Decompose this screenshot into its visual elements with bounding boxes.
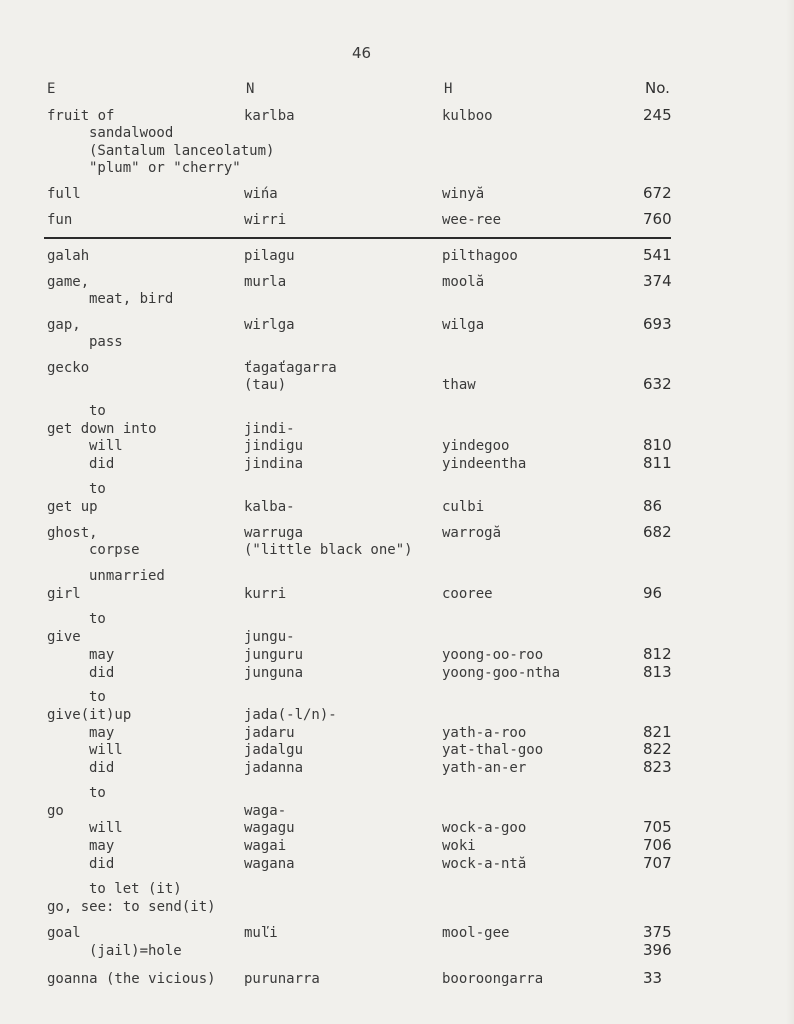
entry-n-form: waga- bbox=[244, 803, 287, 819]
entry-english: pass bbox=[89, 334, 123, 350]
entry-h-form: culbi bbox=[442, 499, 485, 515]
entry-english: may bbox=[89, 838, 115, 854]
entry-english: get down into bbox=[47, 421, 157, 437]
entry-number: 672 bbox=[643, 184, 672, 202]
entry-number: 822 bbox=[643, 740, 672, 758]
entry-n-form: wińa bbox=[244, 186, 278, 202]
entry-h-form: wock-a-ntă bbox=[442, 856, 527, 872]
entry-english: game, bbox=[47, 274, 90, 290]
entry-n-form: karlba bbox=[244, 108, 295, 124]
entry-english: go bbox=[47, 803, 64, 819]
entry-h-form: yoong-oo-roo bbox=[442, 647, 544, 663]
entry-number: 374 bbox=[643, 272, 672, 290]
entry-number: 96 bbox=[643, 584, 663, 602]
entry-english: galah bbox=[47, 248, 90, 264]
entry-h-form: booroongarra bbox=[442, 971, 544, 987]
entry-h-form: cooree bbox=[442, 586, 493, 602]
entry-english: will bbox=[89, 742, 123, 758]
entry-n-form: kalba- bbox=[244, 499, 295, 515]
entry-h-form: yath-a-roo bbox=[442, 725, 527, 741]
entry-n-form: jindi- bbox=[244, 421, 295, 437]
entry-english: to bbox=[89, 785, 106, 801]
entry-n-form: pilagu bbox=[244, 248, 295, 264]
entry-h-form: moolă bbox=[442, 274, 485, 290]
column-header-english: E bbox=[47, 81, 56, 97]
entry-n-form: jindigu bbox=[244, 438, 304, 454]
entry-english: girl bbox=[47, 586, 81, 602]
entry-h-form: woki bbox=[442, 838, 476, 854]
entry-english: go, see: to send(it) bbox=[47, 899, 216, 915]
entry-n-form: jindina bbox=[244, 456, 304, 472]
entry-h-form: yath-an-er bbox=[442, 760, 527, 776]
entry-english: to bbox=[89, 611, 106, 627]
entry-english: to let (it) bbox=[89, 881, 182, 897]
entry-n-form: wirlga bbox=[244, 317, 295, 333]
entry-number: 707 bbox=[643, 854, 672, 872]
entry-n-form: wirri bbox=[244, 212, 287, 228]
entry-number: 810 bbox=[643, 436, 672, 454]
entry-h-form: pilthagoo bbox=[442, 248, 518, 264]
entry-h-form: wock-a-goo bbox=[442, 820, 527, 836]
column-header-h: H bbox=[444, 81, 453, 97]
entry-number: 821 bbox=[643, 723, 672, 741]
entry-english: give bbox=[47, 629, 81, 645]
entry-n-form: ("little black one") bbox=[244, 542, 413, 558]
column-header-number: No. bbox=[645, 79, 670, 97]
entry-h-form: yindeentha bbox=[442, 456, 527, 472]
entry-n-form: wagagu bbox=[244, 820, 295, 836]
entry-h-form: winyă bbox=[442, 186, 485, 202]
entry-n-form: jungu- bbox=[244, 629, 295, 645]
entry-english: did bbox=[89, 856, 115, 872]
entry-n-form: jada(-l/n)- bbox=[244, 707, 337, 723]
entry-english: did bbox=[89, 456, 115, 472]
entry-english: (jail)=hole bbox=[89, 943, 182, 959]
entry-number: 760 bbox=[643, 210, 672, 228]
entry-english: full bbox=[47, 186, 81, 202]
entry-english: unmarried bbox=[89, 568, 165, 584]
entry-number: 632 bbox=[643, 375, 672, 393]
entry-n-form: kurri bbox=[244, 586, 287, 602]
entry-number: 811 bbox=[643, 454, 672, 472]
column-header-n: N bbox=[246, 81, 255, 97]
entry-english: "plum" or "cherry" bbox=[89, 160, 241, 176]
entry-h-form: warrogă bbox=[442, 525, 502, 541]
entry-n-form: (tau) bbox=[244, 377, 287, 393]
page-number: 46 bbox=[352, 44, 372, 62]
entry-english: goanna (the vicious) bbox=[47, 971, 216, 987]
entry-n-form: junguna bbox=[244, 665, 304, 681]
entry-n-form: jadanna bbox=[244, 760, 304, 776]
entry-english: to bbox=[89, 403, 106, 419]
entry-english: may bbox=[89, 647, 115, 663]
entry-english: fun bbox=[47, 212, 73, 228]
entry-n-form: ťagaťagarra bbox=[244, 360, 337, 376]
entry-english: give(it)up bbox=[47, 707, 132, 723]
entry-n-form: jadaru bbox=[244, 725, 295, 741]
entry-number: 396 bbox=[643, 941, 672, 959]
entry-number: 813 bbox=[643, 663, 672, 681]
entry-n-form: warruga bbox=[244, 525, 304, 541]
entry-english: meat, bird bbox=[89, 291, 174, 307]
entry-number: 705 bbox=[643, 818, 672, 836]
entry-h-form: wilga bbox=[442, 317, 485, 333]
entry-h-form: thaw bbox=[442, 377, 476, 393]
entry-english: fruit of bbox=[47, 108, 115, 124]
entry-number: 682 bbox=[643, 523, 672, 541]
entry-h-form: yoong-goo-ntha bbox=[442, 665, 561, 681]
entry-n-form: murla bbox=[244, 274, 287, 290]
entry-english: ghost, bbox=[47, 525, 98, 541]
entry-n-form: junguru bbox=[244, 647, 304, 663]
entry-h-form: yat-thal-goo bbox=[442, 742, 544, 758]
entry-number: 86 bbox=[643, 497, 663, 515]
entry-english: gecko bbox=[47, 360, 90, 376]
page-edge bbox=[786, 0, 794, 1024]
entry-n-form: wagana bbox=[244, 856, 295, 872]
section-divider bbox=[44, 237, 671, 239]
entry-number: 541 bbox=[643, 246, 672, 264]
entry-number: 33 bbox=[643, 969, 663, 987]
entry-english: get up bbox=[47, 499, 98, 515]
entry-number: 812 bbox=[643, 645, 672, 663]
entry-number: 245 bbox=[643, 106, 672, 124]
entry-english: will bbox=[89, 438, 123, 454]
entry-h-form: yindegoo bbox=[442, 438, 510, 454]
entry-number: 693 bbox=[643, 315, 672, 333]
entry-english: may bbox=[89, 725, 115, 741]
entry-english: did bbox=[89, 760, 115, 776]
entry-n-form: jadalgu bbox=[244, 742, 304, 758]
entry-h-form: wee-ree bbox=[442, 212, 502, 228]
entry-english: (Santalum lanceolatum) bbox=[89, 143, 275, 159]
entry-english: to bbox=[89, 481, 106, 497]
entry-english: corpse bbox=[89, 542, 140, 558]
entry-english: goal bbox=[47, 925, 81, 941]
entry-english: sandalwood bbox=[89, 125, 174, 141]
entry-number: 823 bbox=[643, 758, 672, 776]
entry-english: will bbox=[89, 820, 123, 836]
entry-n-form: purunarra bbox=[244, 971, 320, 987]
entry-number: 375 bbox=[643, 923, 672, 941]
entry-english: did bbox=[89, 665, 115, 681]
entry-h-form: kulboo bbox=[442, 108, 493, 124]
entry-h-form: mool-gee bbox=[442, 925, 510, 941]
entry-n-form: wagai bbox=[244, 838, 287, 854]
entry-english: to bbox=[89, 689, 106, 705]
entry-english: gap, bbox=[47, 317, 81, 333]
entry-number: 706 bbox=[643, 836, 672, 854]
entry-n-form: muľi bbox=[244, 925, 278, 941]
